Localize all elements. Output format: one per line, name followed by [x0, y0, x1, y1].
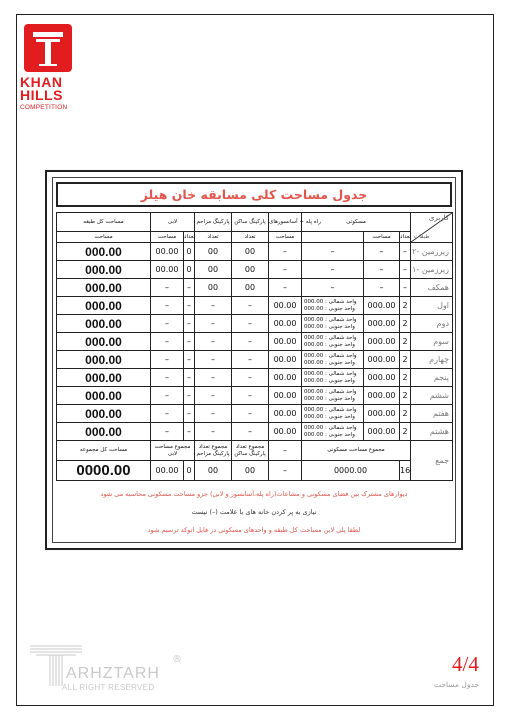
totals-label: جمع: [411, 441, 453, 481]
south-unit-area: واحد جنوبی : 000.00: [304, 395, 355, 402]
page-number: 4/4: [452, 652, 479, 676]
guest-parking-cell: –: [195, 387, 232, 405]
stairs-total-top: –: [269, 441, 302, 461]
total-area-cell: 000.00: [57, 279, 151, 297]
stairs-area-cell: 00.00: [269, 423, 302, 441]
totals-label-row: [57, 441, 453, 461]
stairs-area-cell: 00.00: [269, 369, 302, 387]
guest-total-value: 00: [195, 461, 232, 481]
floor-label: سوم: [411, 333, 453, 351]
table-row: [57, 333, 453, 351]
resident-parking-cell: –: [232, 315, 269, 333]
lobby-count-cell: –: [184, 387, 195, 405]
note-shared-walls: دیوارهای مشترک بین فضای مسکونی و مشاعات(راه پله،آسانسور و لابی) جزو مساحت مسکونی محاسبه می شود: [100, 490, 408, 498]
south-unit-area: واحد جنوبی : 000.00: [304, 323, 355, 330]
guest-parking-cell: –: [195, 315, 232, 333]
lobby-count-cell: 0: [184, 261, 195, 279]
note-polyline: لطفا پلی لاین مساحت کل طبقه و واحدهای مسکونی در فایل اتوکد ترسیم شود: [147, 526, 361, 534]
res-count-cell: –: [400, 279, 411, 297]
header-corner: [411, 213, 453, 243]
north-unit-area: واحد شمالی : 000.00: [304, 371, 357, 377]
unit-areas-cell: –: [302, 243, 364, 261]
res-area-cell: 000.00: [364, 369, 400, 387]
lobby-area-cell: –: [151, 279, 184, 297]
lobby-total-area: 00.00: [151, 461, 184, 481]
table-row: [57, 351, 453, 369]
table-row: [57, 369, 453, 387]
floor-label: زیرزمین -۲: [411, 243, 453, 261]
sub-resident-count: تعداد: [232, 232, 269, 243]
lobby-count-cell: –: [184, 351, 195, 369]
north-unit-area: واحد شمالی : 000.00: [304, 389, 357, 395]
res-count-cell: 2: [400, 297, 411, 315]
total-area-cell: 000.00: [57, 333, 151, 351]
sub-total-area: مساحت: [57, 232, 151, 243]
resident-total-value: 00: [232, 461, 269, 481]
resident-parking-cell: 00: [232, 243, 269, 261]
floor-label: ششم: [411, 387, 453, 405]
note-dash-cells: نیازی به پر کردن خانه های با علامت (–) نیست: [191, 508, 317, 516]
lobby-count-cell: –: [184, 333, 195, 351]
table-row: [57, 261, 453, 279]
guest-parking-cell: –: [195, 369, 232, 387]
area-table: [56, 212, 453, 481]
guest-parking-cell: 00: [195, 279, 232, 297]
res-count-cell: 2: [400, 333, 411, 351]
brand-rights: ALL RIGHT RESERVED: [62, 683, 155, 692]
total-area-cell: 000.00: [57, 315, 151, 333]
resident-parking-cell: –: [232, 333, 269, 351]
lobby-count-cell: –: [184, 423, 195, 441]
totals-value-row: [57, 461, 453, 481]
guest-parking-cell: –: [195, 405, 232, 423]
corner-floors-label: طبقات: [414, 234, 430, 240]
corner-usage-label: کاربری: [428, 214, 450, 222]
header-guest-parking: پارکینگ مزاحم: [195, 213, 232, 232]
table-row: [57, 387, 453, 405]
header-stairs: راه پله + آسانسورهای: [269, 213, 302, 232]
stairs-area-cell: 00.00: [269, 333, 302, 351]
stairs-area-cell: 00.00: [269, 405, 302, 423]
table-row: [57, 297, 453, 315]
floor-label: اول: [411, 297, 453, 315]
lobby-area-cell: –: [151, 315, 184, 333]
table-title: جدول مساحت کلی مسابقه خان هیلز: [56, 182, 452, 207]
south-unit-area: واحد جنوبی : 000.00: [304, 359, 355, 366]
res-count-cell: –: [400, 243, 411, 261]
lobby-area-cell: –: [151, 351, 184, 369]
lobby-total-label: مجموع مساحت لابی: [151, 441, 195, 461]
south-unit-area: واحد جنوبی : 000.00: [304, 341, 355, 348]
res-area-cell: 000.00: [364, 405, 400, 423]
res-area-cell: 000.00: [364, 387, 400, 405]
unit-areas-cell: [302, 315, 364, 333]
floor-label: زیرزمین -۱: [411, 261, 453, 279]
guest-parking-cell: –: [195, 351, 232, 369]
unit-areas-cell: [302, 333, 364, 351]
sub-res-count: تعداد: [400, 232, 411, 243]
unit-areas-cell: [302, 297, 364, 315]
res-count-cell: 2: [400, 351, 411, 369]
total-area-cell: 000.00: [57, 261, 151, 279]
resident-parking-cell: –: [232, 369, 269, 387]
guest-total-label: مجموع تعداد پارکینگ مزاحم: [195, 441, 232, 461]
area-table-sheet: [45, 170, 463, 550]
stairs-area-cell: 00.00: [269, 297, 302, 315]
res-area-cell: 000.00: [364, 315, 400, 333]
unit-areas-cell: –: [302, 279, 364, 297]
unit-areas-cell: [302, 423, 364, 441]
res-area-cell: –: [364, 243, 400, 261]
lobby-count-cell: –: [184, 369, 195, 387]
south-unit-area: واحد جنوبی : 000.00: [304, 431, 355, 438]
stairs-area-cell: 00.00: [269, 387, 302, 405]
guest-parking-cell: 00: [195, 261, 232, 279]
unit-areas-cell: [302, 351, 364, 369]
stairs-total-value: –: [269, 461, 302, 481]
unit-areas-cell: –: [302, 261, 364, 279]
south-unit-area: واحد جنوبی : 000.00: [304, 305, 355, 312]
lobby-area-cell: –: [151, 405, 184, 423]
header-total-area: مساحت کل طبقه: [57, 213, 151, 232]
lobby-area-cell: 00.00: [151, 243, 184, 261]
res-count-cell: –: [400, 261, 411, 279]
floor-label: دوم: [411, 315, 453, 333]
table-row: [57, 315, 453, 333]
north-unit-area: واحد شمالی : 000.00: [304, 353, 357, 359]
resident-total-label: مجموع تعداد پارکینگ ساکن: [232, 441, 269, 461]
lobby-area-cell: –: [151, 333, 184, 351]
lobby-count-cell: –: [184, 279, 195, 297]
sub-stairs-area: مساحت: [269, 232, 302, 243]
unit-areas-cell: [302, 369, 364, 387]
resident-parking-cell: 00: [232, 261, 269, 279]
north-unit-area: واحد شمالی : 000.00: [304, 299, 357, 305]
north-unit-area: واحد شمالی : 000.00: [304, 335, 357, 341]
res-total-value: 0000.00: [302, 461, 400, 481]
sub-lobby-count: تعداد: [184, 232, 195, 243]
total-area-cell: 000.00: [57, 369, 151, 387]
total-area-cell: 000.00: [57, 351, 151, 369]
floor-label: همکف: [411, 279, 453, 297]
res-total-label: مجموع مساحت مسکونی: [302, 441, 411, 461]
res-area-cell: 000.00: [364, 423, 400, 441]
total-area-cell: 000.00: [57, 405, 151, 423]
guest-parking-cell: –: [195, 297, 232, 315]
floor-label: هفتم: [411, 405, 453, 423]
north-unit-area: واحد شمالی : 000.00: [304, 425, 357, 431]
lobby-area-cell: 00.00: [151, 261, 184, 279]
resident-parking-cell: –: [232, 351, 269, 369]
res-area-cell: 000.00: [364, 297, 400, 315]
total-label: مساحت کل مجموعه: [57, 441, 151, 461]
guest-parking-cell: –: [195, 423, 232, 441]
res-total-count: 16: [400, 461, 411, 481]
stairs-area-cell: 00.00: [269, 315, 302, 333]
north-unit-area: واحد شمالی : 000.00: [304, 407, 357, 413]
brand-name: ARHZTARH: [66, 665, 160, 682]
lobby-count-cell: –: [184, 297, 195, 315]
sub-res-area: مساحت: [364, 232, 400, 243]
resident-parking-cell: –: [232, 423, 269, 441]
table-row: [57, 405, 453, 423]
lobby-area-cell: –: [151, 423, 184, 441]
header-lobby: لابی: [151, 213, 195, 232]
floor-label: هشتم: [411, 423, 453, 441]
logo-line2: HILLS: [20, 87, 63, 103]
lobby-count-cell: –: [184, 315, 195, 333]
guest-parking-cell: –: [195, 333, 232, 351]
resident-parking-cell: –: [232, 387, 269, 405]
north-unit-area: واحد شمالی : 000.00: [304, 317, 357, 323]
column-logo-icon: [24, 24, 72, 72]
lobby-total-count: 0: [184, 461, 195, 481]
sub-unit-blank: [302, 232, 364, 243]
arhztarh-watermark: [26, 640, 186, 690]
header-resident-parking: پارکینگ ساکن: [232, 213, 269, 232]
khan-hills-logo: [20, 24, 80, 111]
guest-parking-cell: 00: [195, 243, 232, 261]
res-area-cell: 000.00: [364, 333, 400, 351]
unit-areas-cell: [302, 405, 364, 423]
logo-line1: KHAN: [20, 74, 63, 90]
lobby-count-cell: –: [184, 405, 195, 423]
total-area-cell: 000.00: [57, 423, 151, 441]
res-area-cell: –: [364, 261, 400, 279]
logo-line3: COMPETITION: [20, 104, 68, 111]
total-area-cell: 000.00: [57, 297, 151, 315]
total-area-cell: 000.00: [57, 387, 151, 405]
lobby-area-cell: –: [151, 387, 184, 405]
res-count-cell: 2: [400, 423, 411, 441]
res-area-cell: –: [364, 279, 400, 297]
table-row: [57, 243, 453, 261]
lobby-area-cell: –: [151, 297, 184, 315]
south-unit-area: واحد جنوبی : 000.00: [304, 377, 355, 384]
notes-block: [56, 490, 452, 544]
resident-parking-cell: –: [232, 297, 269, 315]
unit-areas-cell: [302, 387, 364, 405]
res-count-cell: 2: [400, 405, 411, 423]
sub-lobby-area: مساحت: [151, 232, 184, 243]
lobby-count-cell: 0: [184, 243, 195, 261]
total-area-cell: 000.00: [57, 243, 151, 261]
stairs-area-cell: –: [269, 279, 302, 297]
resident-parking-cell: 00: [232, 279, 269, 297]
res-count-cell: 2: [400, 369, 411, 387]
stairs-area-cell: –: [269, 261, 302, 279]
resident-parking-cell: –: [232, 405, 269, 423]
stairs-area-cell: 00.00: [269, 351, 302, 369]
res-count-cell: 2: [400, 387, 411, 405]
floor-label: پنجم: [411, 369, 453, 387]
table-row: [57, 279, 453, 297]
floor-label: چهارم: [411, 351, 453, 369]
page-caption: جدول مساحت: [434, 680, 480, 689]
res-area-cell: 000.00: [364, 351, 400, 369]
table-row: [57, 423, 453, 441]
sub-guest-count: تعداد: [195, 232, 232, 243]
stairs-area-cell: –: [269, 243, 302, 261]
grand-total-value: 0000.00: [57, 461, 151, 481]
header-residential: مسکونی: [302, 213, 411, 232]
res-count-cell: 2: [400, 315, 411, 333]
lobby-area-cell: –: [151, 369, 184, 387]
registered-mark: ®: [172, 654, 182, 665]
south-unit-area: واحد جنوبی : 000.00: [304, 413, 355, 420]
